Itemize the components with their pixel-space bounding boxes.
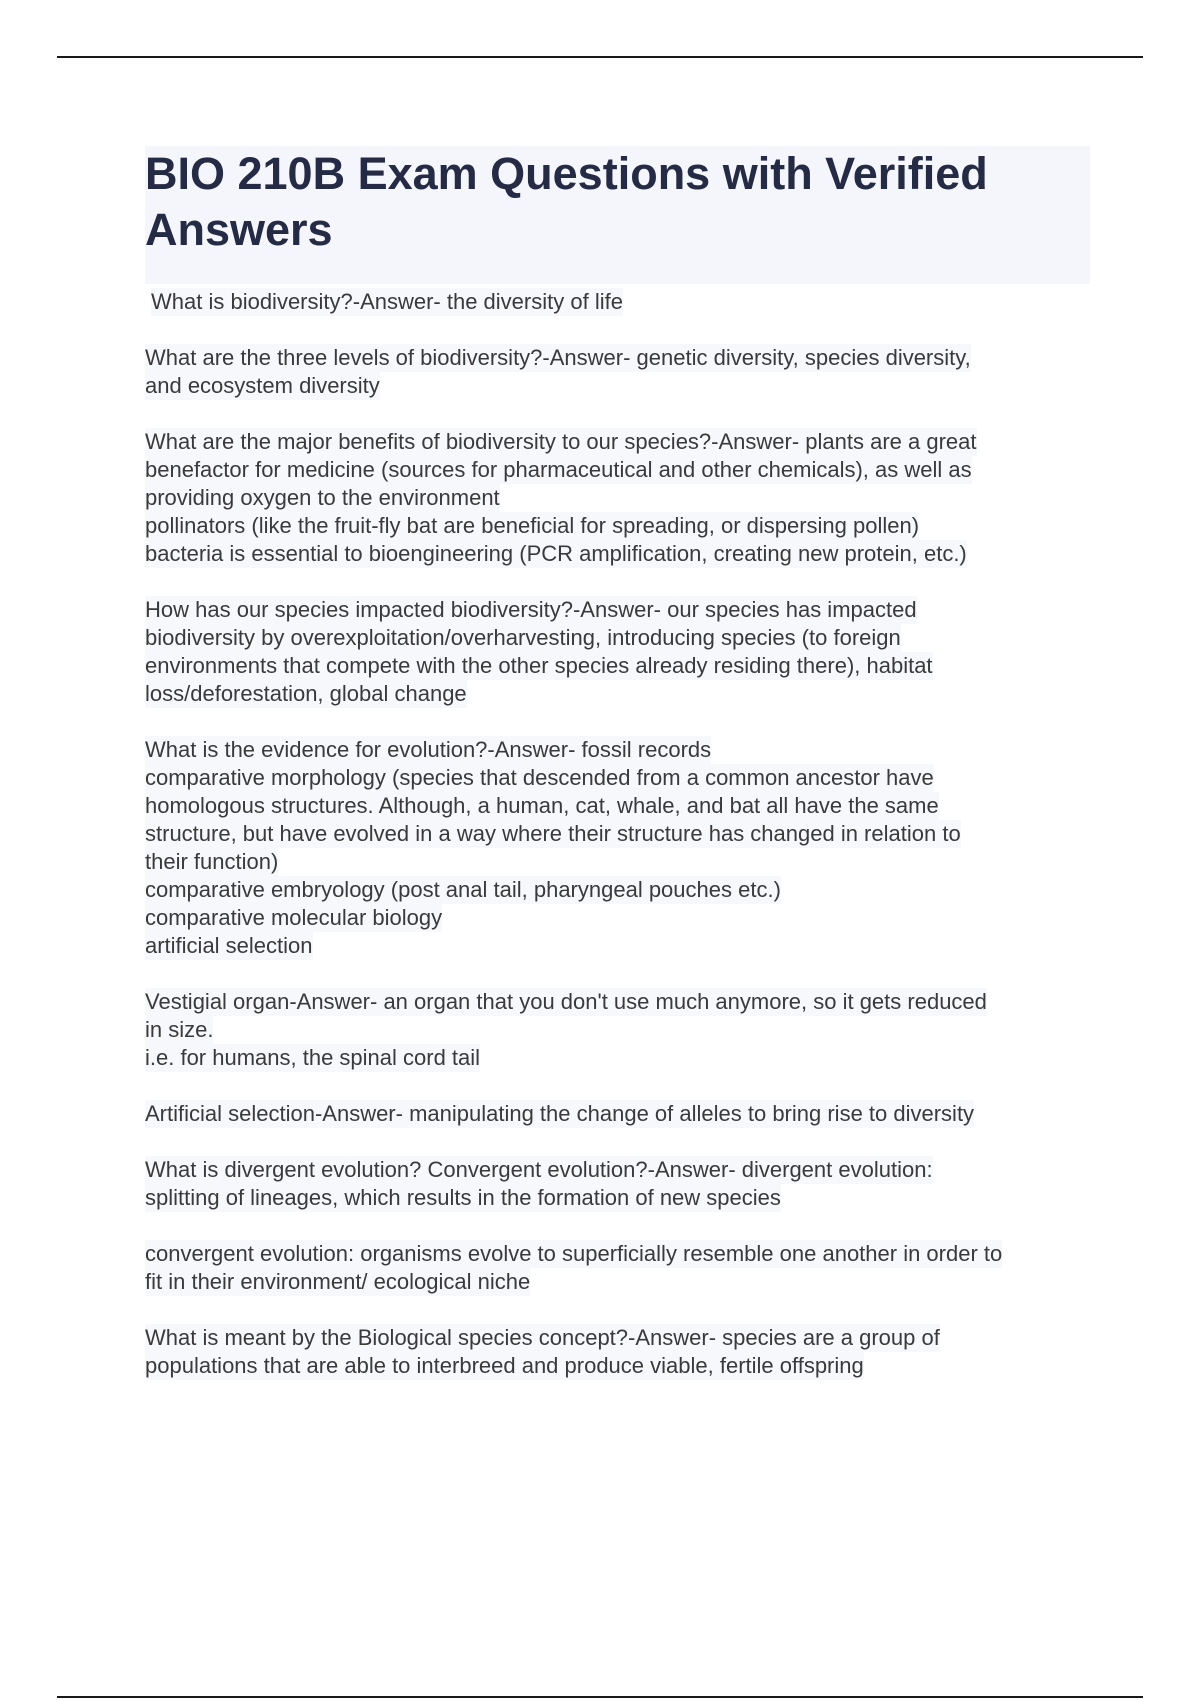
qa-entry-4 — [145, 596, 1090, 708]
qa-line: Artificial selection-Answer- manipulating the change of alleles to bring rise to diversity — [145, 1101, 975, 1126]
qa-line: loss/deforestation, global change — [145, 681, 467, 706]
bottom-rule — [57, 1696, 1143, 1698]
qa-line: comparative molecular biology — [145, 905, 443, 930]
document-body — [145, 146, 1090, 1380]
qa-entry-8 — [145, 1156, 1090, 1212]
qa-line: providing oxygen to the environment — [145, 485, 500, 510]
title-line-2: Answers — [145, 204, 333, 255]
qa-line: structure, but have evolved in a way where their structure has changed in relation to — [145, 821, 961, 846]
qa-line: comparative embryology (post anal tail, pharyngeal pouches etc.) — [145, 877, 781, 902]
qa-line: What are the major benefits of biodiversity to our species?-Answer- plants are a great — [145, 429, 977, 454]
qa-line: their function) — [145, 849, 279, 874]
qa-line: bacteria is essential to bioengineering (PCR amplification, creating new protein, etc.) — [145, 541, 967, 566]
qa-line: Vestigial organ-Answer- an organ that you don't use much anymore, so it gets reduced — [145, 989, 987, 1014]
qa-entry-1 — [145, 288, 1090, 316]
qa-line: What is biodiversity?-Answer- the diversity of life — [151, 289, 623, 314]
qa-line: populations that are able to interbreed and produce viable, fertile offspring — [145, 1353, 864, 1378]
qa-entry-6 — [145, 988, 1090, 1072]
qa-line: What is divergent evolution? Convergent evolution?-Answer- divergent evolution: — [145, 1157, 933, 1182]
qa-line: benefactor for medicine (sources for pharmaceutical and other chemicals), as well as — [145, 457, 972, 482]
document-title — [145, 146, 1090, 284]
qa-line: in size. — [145, 1017, 214, 1042]
title-line-1: BIO 210B Exam Questions with Verified — [145, 148, 988, 199]
qa-line: homologous structures. Although, a human, cat, whale, and bat all have the same — [145, 793, 939, 818]
qa-line: fit in their environment/ ecological niche — [145, 1269, 531, 1294]
qa-entry-9 — [145, 1240, 1090, 1296]
qa-line: How has our species impacted biodiversity?-Answer- our species has impacted — [145, 597, 917, 622]
qa-entry-10 — [145, 1324, 1090, 1380]
qa-line: What is the evidence for evolution?-Answer- fossil records — [145, 737, 712, 762]
qa-entry-3 — [145, 428, 1090, 568]
qa-line: and ecosystem diversity — [145, 373, 380, 398]
qa-line: comparative morphology (species that descended from a common ancestor have — [145, 765, 934, 790]
qa-line: i.e. for humans, the spinal cord tail — [145, 1045, 481, 1070]
qa-line: What are the three levels of biodiversity?-Answer- genetic diversity, species diversity, — [145, 345, 971, 370]
qa-entry-5 — [145, 736, 1090, 960]
qa-line: biodiversity by overexploitation/overharvesting, introducing species (to foreign — [145, 625, 901, 650]
qa-line: splitting of lineages, which results in the formation of new species — [145, 1185, 781, 1210]
qa-entry-2 — [145, 344, 1090, 400]
qa-line: What is meant by the Biological species concept?-Answer- species are a group of — [145, 1325, 940, 1350]
qa-line: artificial selection — [145, 933, 313, 958]
qa-entry-7 — [145, 1100, 1090, 1128]
qa-line: convergent evolution: organisms evolve to superficially resemble one another in order to — [145, 1241, 1003, 1266]
qa-line: environments that compete with the other species already residing there), habitat — [145, 653, 933, 678]
qa-line: pollinators (like the fruit-fly bat are beneficial for spreading, or dispersing pollen) — [145, 513, 920, 538]
top-rule — [57, 56, 1143, 58]
